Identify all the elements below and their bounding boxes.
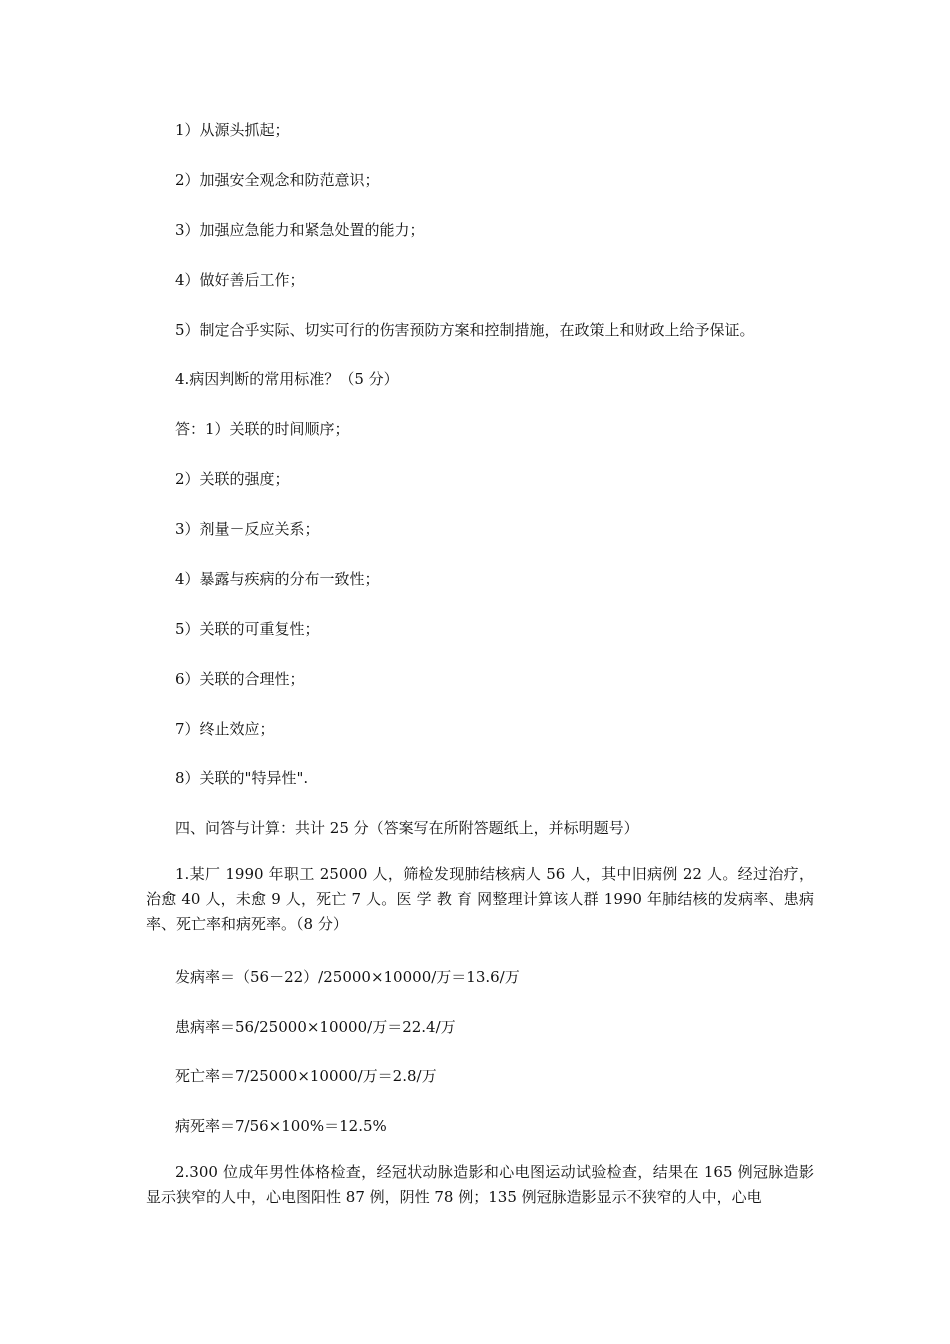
- list-item: 3）加强应急能力和紧急处置的能力；: [175, 221, 425, 239]
- question-2-text: 2.300 位成年男性体格检查，经冠状动脉造影和心电图运动试验检查，结果在 165 例冠脉造影显示狭窄的人中，心电图阳性 87 例，阴性 78 例；135 例冠脉造影显示不狭窄的人中，心电: [146, 1163, 814, 1206]
- calc-line: 死亡率＝7/25000×10000/万＝2.8/万: [175, 1067, 437, 1085]
- section-heading: 四、问答与计算：共计 25 分（答案写在所附答题纸上，并标明题号）: [175, 819, 639, 837]
- list-item: 1）从源头抓起；: [175, 121, 290, 139]
- calc-line: 病死率＝7/56×100%＝12.5%: [175, 1117, 387, 1135]
- answer-item: 7）终止效应；: [175, 720, 275, 738]
- answer-item: 2）关联的强度；: [175, 470, 290, 488]
- list-item: 5）制定合乎实际、切实可行的伤害预防方案和控制措施，在政策上和财政上给予保证。: [175, 321, 755, 339]
- question-4-title: 4.病因判断的常用标准？（5 分）: [175, 370, 399, 388]
- answer-item: 4）暴露与疾病的分布一致性；: [175, 570, 380, 588]
- calc-line: 患病率＝56/25000×10000/万＝22.4/万: [175, 1018, 456, 1036]
- answer-first: 答：1）关联的时间顺序；: [175, 420, 350, 438]
- list-item: 4）做好善后工作；: [175, 271, 305, 289]
- answer-item: 8）关联的"特异性".: [175, 769, 309, 787]
- calc-line: 发病率＝（56－22）/25000×10000/万＝13.6/万: [175, 968, 520, 986]
- question-1-text: 1.某厂 1990 年职工 25000 人，筛检发现肺结核病人 56 人，其中旧病例 22 人。经过治疗，治愈 40 人，未愈 9 人，死亡 7 人。医 学 教 育 网整理计算该人群 1990 年肺结核的发病率、患病率、死亡率和病死率。（8 分）: [146, 865, 814, 933]
- answer-item: 6）关联的合理性；: [175, 670, 305, 688]
- answer-item: 3）剂量－反应关系；: [175, 520, 320, 538]
- list-item: 2）加强安全观念和防范意识；: [175, 171, 380, 189]
- answer-item: 5）关联的可重复性；: [175, 620, 320, 638]
